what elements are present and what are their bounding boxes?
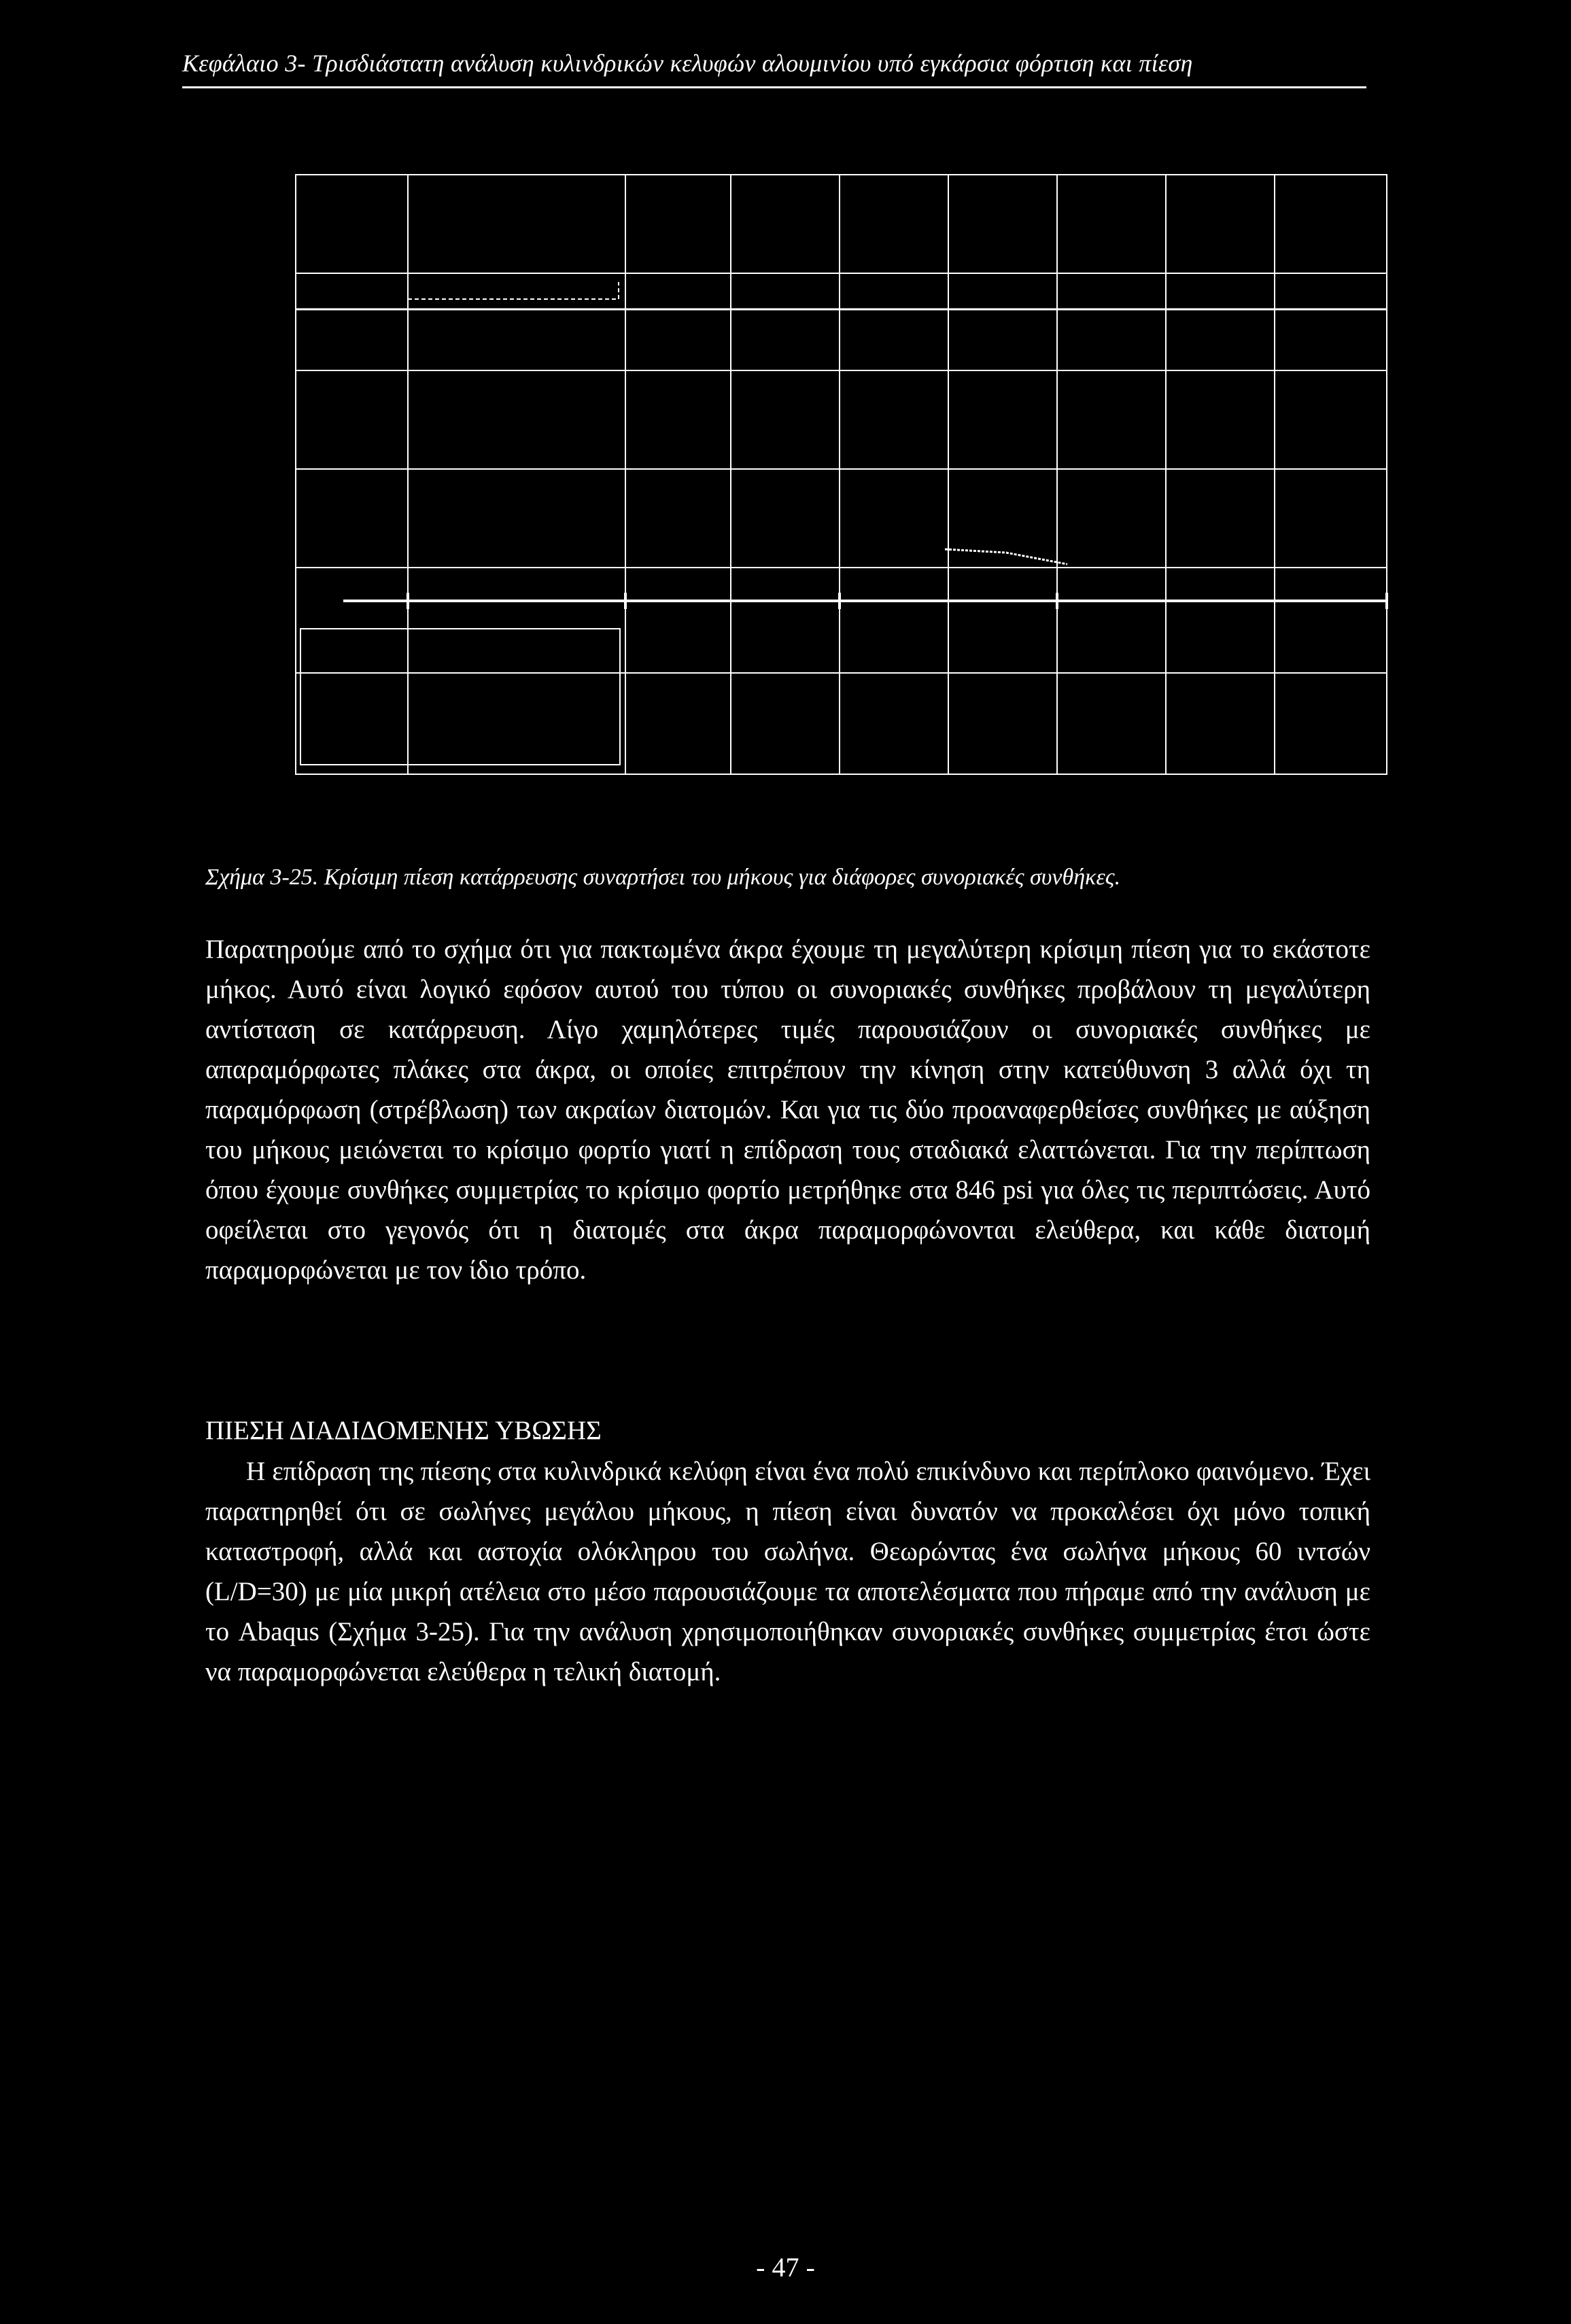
series-curve-short — [945, 549, 1067, 564]
header-rule — [182, 86, 1366, 88]
collapse-pressure-chart — [286, 173, 1407, 785]
series-curve-top — [408, 282, 619, 299]
paragraph-1: Παρατηρούμε από το σχήμα ότι για πακτωμένα άκρα έχουμε τη μεγαλύτερη κρίσιμη πίεση για το εκάστοτε μήκος. Αυτό είναι λογικό εφόσον αυτού του τύπου οι συνοριακές συνθήκες προβάλουν τη μεγαλύτερη αντίσταση σε κατάρρευση. Λίγο χαμηλότερες τιμές παρουσιάζουν οι συνοριακές συνθήκες με απαραμόρφωτες πλάκες στα άκρα, οι οποίες επιτρέπουν την κίνηση στην κατεύθυνση 3 αλλά όχι τη παραμόρφωση (στρέβλωση) των ακραίων διατομών. Και για τις δύο προαναφερθείσες συνθήκες με αύξηση του μήκους μειώνεται το κρίσιμο φορτίο γιατί η επίδραση τους σταδιακά ελαττώνεται. Για την περίπτωση όπου έχουμε συνθήκες συμμετρίας το κρίσιμο φορτίο μετρήθηκε στα 846 psi για όλες τις περιπτώσεις. Αυτό οφείλεται στο γεγονός ότι η διατομές στα άκρα παραμορφώνονται ελεύθερα, και κάθε διατομή παραμορφώνεται με τον ίδιο τρόπο. — [205, 935, 1370, 1285]
paragraph-2: Η επίδραση της πίεσης στα κυλινδρικά κελύφη είναι ένα πολύ επικίνδυνο και περίπλοκο φαινόμενο. Έχει παρατηρηθεί ότι σε σωλήνες μεγάλου μήκους, η πίεση είναι δυνατόν να προκαλέσει όχι μόνο τοπική καταστροφή, αλλά και αστοχία ολόκληρου του σωλήνα. Θεωρώντας ένα σωλήνα μήκους 60 ιντσών (L/D=30) με μία μικρή ατέλεια στο μέσο παρουσιάζουμε τα αποτελέσματα που πήραμε από την ανάλυση με το Abaqus (Σχήμα 3-25). Για την ανάλυση χρησιμοποιήθηκαν συνοριακές συνθήκες συμμετρίας έτσι ώστε να παραμορφώνεται ελεύθερα η τελική διατομή. — [205, 1457, 1370, 1686]
figure-caption: Σχήμα 3-25. Κρίσιμη πίεση κατάρρευσης συναρτήσει του μήκους για διάφορες συνοριακές συνθήκες. — [205, 865, 1121, 890]
page-number: - 47 - — [756, 2252, 815, 2283]
figure-3-25 — [286, 173, 1407, 785]
plot-frame — [296, 175, 1387, 774]
running-header: Κεφάλαιο 3- Τρισδιάστατη ανάλυση κυλινδρικών κελυφών αλουμινίου υπό εγκάρσια φόρτιση και πίεση — [182, 50, 1193, 77]
legend-box — [300, 629, 620, 765]
section-heading: ΠΙΕΣΗ ΔΙΑΔΙΔΟΜΕΝΗΣ ΥΒΩΣΗΣ — [205, 1416, 602, 1445]
